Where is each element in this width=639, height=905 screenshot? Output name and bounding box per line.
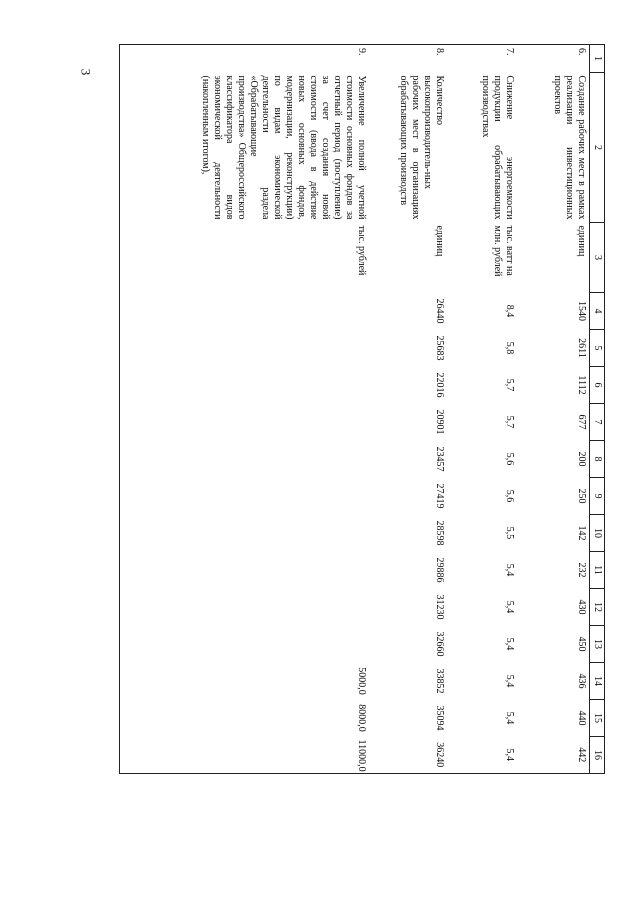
value-cell (120, 478, 370, 515)
row-number: 6. (518, 45, 590, 73)
header-cell: 2 (590, 73, 605, 223)
value-cell: 11000,0 (120, 737, 370, 774)
page-number: 3 (78, 68, 94, 76)
value-cell: 5000,0 (120, 663, 370, 700)
value-cell: 26440 (434, 298, 446, 324)
value-cell: 5,6 (504, 452, 516, 466)
value-cell: 5,4 (448, 737, 518, 774)
value-cell: 5,4 (504, 637, 516, 651)
header-cell: 13 (590, 626, 605, 663)
value-cell: 5,6 (504, 489, 516, 503)
header-cell: 11 (590, 552, 605, 589)
indicators-table (119, 44, 605, 774)
value-cell: 5,4 (504, 600, 516, 614)
header-cell: 5 (590, 330, 605, 367)
header-cell: 15 (590, 700, 605, 737)
row-number: 7. (448, 45, 518, 73)
header-cell: 12 (590, 589, 605, 626)
value-cell: 22016 (434, 372, 446, 398)
table-row (448, 45, 518, 774)
value-cell: 28598 (434, 520, 446, 546)
value-cell: 27419 (434, 483, 446, 509)
value-cell: 5,7 (504, 378, 516, 392)
table-row (370, 45, 448, 774)
value-cell: 250 (576, 488, 587, 504)
value-cell: 31230 (434, 594, 446, 620)
value-cell: 440 (576, 710, 587, 726)
value-cell (120, 515, 370, 552)
value-cell: 200 (576, 451, 587, 467)
value-cell (120, 589, 370, 626)
unit-cell: единиц (576, 225, 587, 257)
rotated-page (110, 44, 605, 772)
value-cell: 8,4 (504, 304, 516, 318)
value-cell: 5,4 (504, 711, 516, 725)
value-cell: 20901 (434, 409, 446, 435)
header-cell: 16 (590, 737, 605, 774)
indicator-name: Снижение энергоемкости продукции обрабатывающих производствах (480, 75, 516, 220)
unit-cell: тыс. ватт на млн. рублей (492, 225, 516, 277)
value-cell: 36240 (370, 737, 448, 774)
indicator-name: Количество высокопроизводитель-ных рабочих мест в организациях обрабатывающих производств (398, 75, 446, 220)
value-cell: 5,5 (504, 526, 516, 540)
header-cell: 4 (590, 293, 605, 330)
header-cell: 3 (590, 223, 605, 293)
value-cell (120, 367, 370, 404)
value-cell: 232 (576, 562, 587, 578)
header-cell: 10 (590, 515, 605, 552)
header-row (590, 45, 605, 774)
value-cell: 25683 (434, 335, 446, 361)
value-cell: 436 (576, 673, 587, 689)
value-cell: 5,4 (504, 674, 516, 688)
indicator-name: Увеличение полной учетной стоимости основных фондов за отчетный период (поступление) за счет создания новой стоимости (ввода в действие новых основных фондов, модернизации, реконструкции) по видам экономической деятельности раздела «Обрабатывающие производства» Общероссийского классификатора видов экономической деятельности (накопленным итогом), (120, 73, 370, 223)
header-cell: 1 (590, 45, 605, 73)
indicator-name: Создание рабочих мест в рамках реализации инвестиционных проектов (552, 75, 587, 220)
unit-cell: единиц (434, 225, 446, 257)
row-number: 8. (370, 45, 448, 73)
table-row (120, 45, 370, 774)
value-cell: 677 (576, 414, 587, 430)
value-cell: 32660 (434, 631, 446, 657)
value-cell (120, 441, 370, 478)
value-cell: 5,8 (504, 341, 516, 355)
value-cell: 2611 (576, 338, 587, 358)
value-cell: 442 (518, 737, 590, 774)
header-cell: 8 (590, 441, 605, 478)
table-row (518, 45, 590, 774)
value-cell: 35094 (434, 705, 446, 731)
value-cell: 23457 (434, 446, 446, 472)
value-cell (120, 404, 370, 441)
header-cell: 6 (590, 367, 605, 404)
value-cell: 1540 (576, 301, 587, 321)
value-cell: 142 (576, 525, 587, 541)
row-number: 9. (120, 45, 370, 73)
value-cell: 33852 (434, 668, 446, 694)
value-cell: 1112 (576, 375, 587, 395)
header-cell: 9 (590, 478, 605, 515)
value-cell: 450 (576, 636, 587, 652)
header-cell: 7 (590, 404, 605, 441)
value-cell (120, 293, 370, 330)
value-cell (120, 552, 370, 589)
value-cell: 430 (576, 599, 587, 615)
value-cell: 29886 (434, 557, 446, 583)
value-cell: 5,4 (504, 563, 516, 577)
unit-cell: тыс. рублей (120, 223, 370, 293)
value-cell (120, 330, 370, 367)
header-cell: 14 (590, 663, 605, 700)
value-cell: 5,7 (504, 415, 516, 429)
value-cell (120, 626, 370, 663)
value-cell: 8000,0 (120, 700, 370, 737)
